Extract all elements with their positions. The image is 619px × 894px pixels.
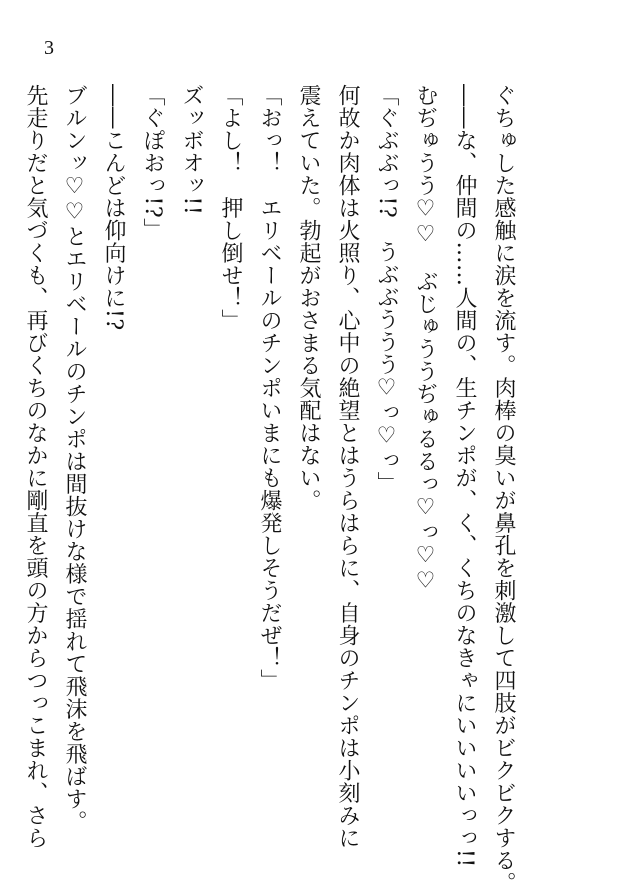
text-line-10: 「ぐぽおっ!?」 [140,84,165,241]
text-line-2: ――な、仲間の……人間の、生チンポが、く、くちのなきゃにいいいいっっ!! [452,84,477,868]
text-line-3: むぢゅうう♡♡ ぶじゅううぢゅるるっ♡っ♡♡ [413,84,438,594]
page-number: 3 [44,37,54,59]
text-line-4: 「ぐぶぶっ!? うぶぶううう♡っ♡っ」 [374,84,399,495]
text-line-6: 震えていた。勃起がおさまる気配はない。 [296,84,321,512]
text-line-5: 何故か肉体は火照り、心中の絶望とはうらはらに、自身のチンポは小刻みに [335,84,360,849]
text-line-13: 先走りだと気づくも、再びくちのなかに剛直を頭の方からつっこまれ、さら [23,84,48,849]
vertical-text-column [16,84,523,894]
text-line-1: ぐちゅした感触に涙を流す。肉棒の臭いが鼻孔を刺激して四肢がビクビクする。 [491,84,516,894]
text-line-7: 「おっ！ エリベールのチンポいまにも爆発しそうだぜ！」 [257,84,282,692]
text-line-11: ――こんどは仰向けに!? [101,84,126,331]
text-line-8: 「よし！ 押し倒せ！」 [218,84,243,332]
text-line-12: ブルンッ♡♡とエリベールのチンポは間抜けな様で揺れて飛沫を飛ばす。 [62,84,87,833]
text-line-9: ズッボオッ!! [179,84,204,216]
